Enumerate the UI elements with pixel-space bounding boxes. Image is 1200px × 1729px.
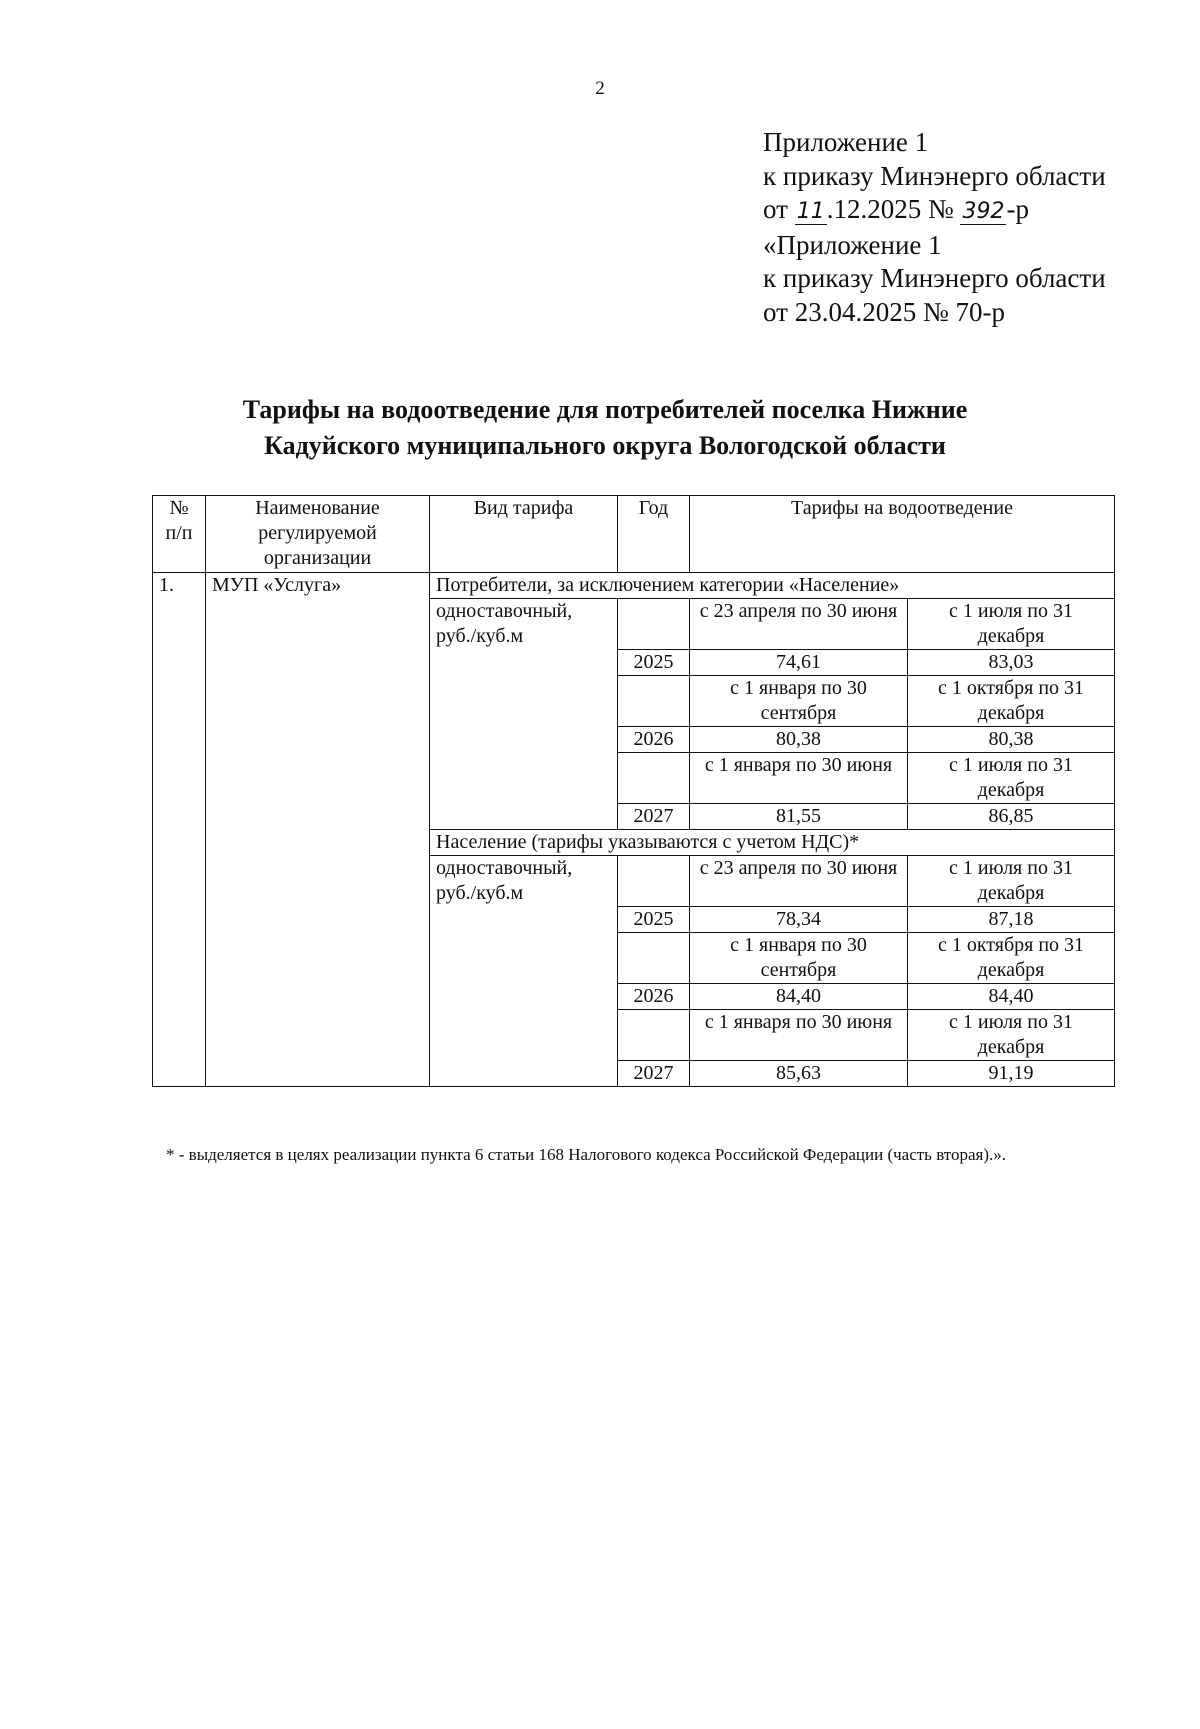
document-title: [150, 392, 1060, 464]
empty-year-cell: [618, 753, 690, 804]
empty-year-cell: [618, 676, 690, 727]
period-label-2: с 1 октября по 31 декабря: [908, 676, 1115, 727]
page-number: 2: [595, 78, 605, 99]
period-label-1: с 23 апреля по 30 июня: [690, 599, 908, 650]
tariff-value-1: 84,40: [690, 984, 908, 1010]
period-label-2: с 1 июля по 31 декабря: [908, 753, 1115, 804]
empty-year-cell: [618, 1010, 690, 1061]
row-number: 1.: [153, 573, 206, 1087]
header-year: Год: [618, 496, 690, 573]
period-label-2: с 1 июля по 31 декабря: [908, 856, 1115, 907]
tariff-value-2: 83,03: [908, 650, 1115, 676]
category-row: [153, 573, 1115, 599]
tariff-value-2: 80,38: [908, 727, 1115, 753]
appendix-line-2: к приказу Минэнерго области: [763, 160, 1106, 191]
order-date-prefix: от: [763, 194, 788, 224]
order-date-middle: .12.2025 №: [826, 194, 954, 224]
empty-year-cell: [618, 856, 690, 907]
header-number: № п/п: [153, 496, 206, 573]
category-label: Потребители, за исключением категории «Население»: [430, 573, 1115, 599]
year-cell: 2027: [618, 1061, 690, 1087]
empty-year-cell: [618, 933, 690, 984]
tariff-value-1: 78,34: [690, 907, 908, 933]
category-label: Население (тарифы указываются с учетом НДС)*: [430, 830, 1115, 856]
period-label-1: с 1 января по 30 сентября: [690, 933, 908, 984]
period-label-1: с 23 апреля по 30 июня: [690, 856, 908, 907]
appendix-line-6: от 23.04.2025 № 70-р: [763, 296, 1005, 327]
appendix-line-3: [763, 193, 1106, 229]
appendix-line-1: Приложение 1: [763, 127, 929, 157]
period-label-2: с 1 октября по 31 декабря: [908, 933, 1115, 984]
empty-year-cell: [618, 599, 690, 650]
tariffs-table: [152, 495, 1115, 1087]
period-label-2: с 1 июля по 31 декабря: [908, 1010, 1115, 1061]
header-tariff-type: Вид тарифа: [430, 496, 618, 573]
tariff-type: одноставочный, руб./куб.м: [430, 599, 618, 830]
period-label-2: с 1 июля по 31 декабря: [908, 599, 1115, 650]
tariff-value-2: 86,85: [908, 804, 1115, 830]
tariff-type: одноставочный, руб./куб.м: [430, 856, 618, 1087]
tariff-value-1: 74,61: [690, 650, 908, 676]
year-cell: 2026: [618, 727, 690, 753]
year-cell: 2025: [618, 650, 690, 676]
period-label-1: с 1 января по 30 июня: [690, 1010, 908, 1061]
header-tariffs: Тарифы на водоотведение: [690, 496, 1115, 573]
appendix-line-4: «Приложение 1: [763, 229, 942, 260]
year-cell: 2025: [618, 907, 690, 933]
tariff-value-2: 84,40: [908, 984, 1115, 1010]
footnote: * - выделяется в целях реализации пункта 6 статьи 168 Налогового кодекса Российской Федерации (часть вторая).».: [166, 1145, 1007, 1164]
period-label-1: с 1 января по 30 июня: [690, 753, 908, 804]
handwritten-day: 11: [796, 199, 825, 224]
appendix-block: [763, 126, 1106, 329]
tariff-value-1: 80,38: [690, 727, 908, 753]
appendix-line-5: к приказу Минэнерго области: [763, 263, 1106, 293]
header-organization: Наименование регулируемой организации: [206, 496, 430, 573]
handwritten-order-number: 392: [962, 199, 1005, 224]
order-number-suffix: -р: [1006, 194, 1029, 224]
tariff-value-1: 85,63: [690, 1061, 908, 1087]
year-cell: 2026: [618, 984, 690, 1010]
period-label-1: с 1 января по 30 сентября: [690, 676, 908, 727]
tariff-value-2: 87,18: [908, 907, 1115, 933]
tariff-value-2: 91,19: [908, 1061, 1115, 1087]
organization-name: МУП «Услуга»: [206, 573, 430, 1087]
title-line-2: Кадуйского муниципального округа Вологодской области: [264, 431, 946, 460]
title-line-1: Тарифы на водоотведение для потребителей поселка Нижние: [242, 395, 968, 424]
table-header-row: [153, 496, 1115, 573]
year-cell: 2027: [618, 804, 690, 830]
tariff-value-1: 81,55: [690, 804, 908, 830]
